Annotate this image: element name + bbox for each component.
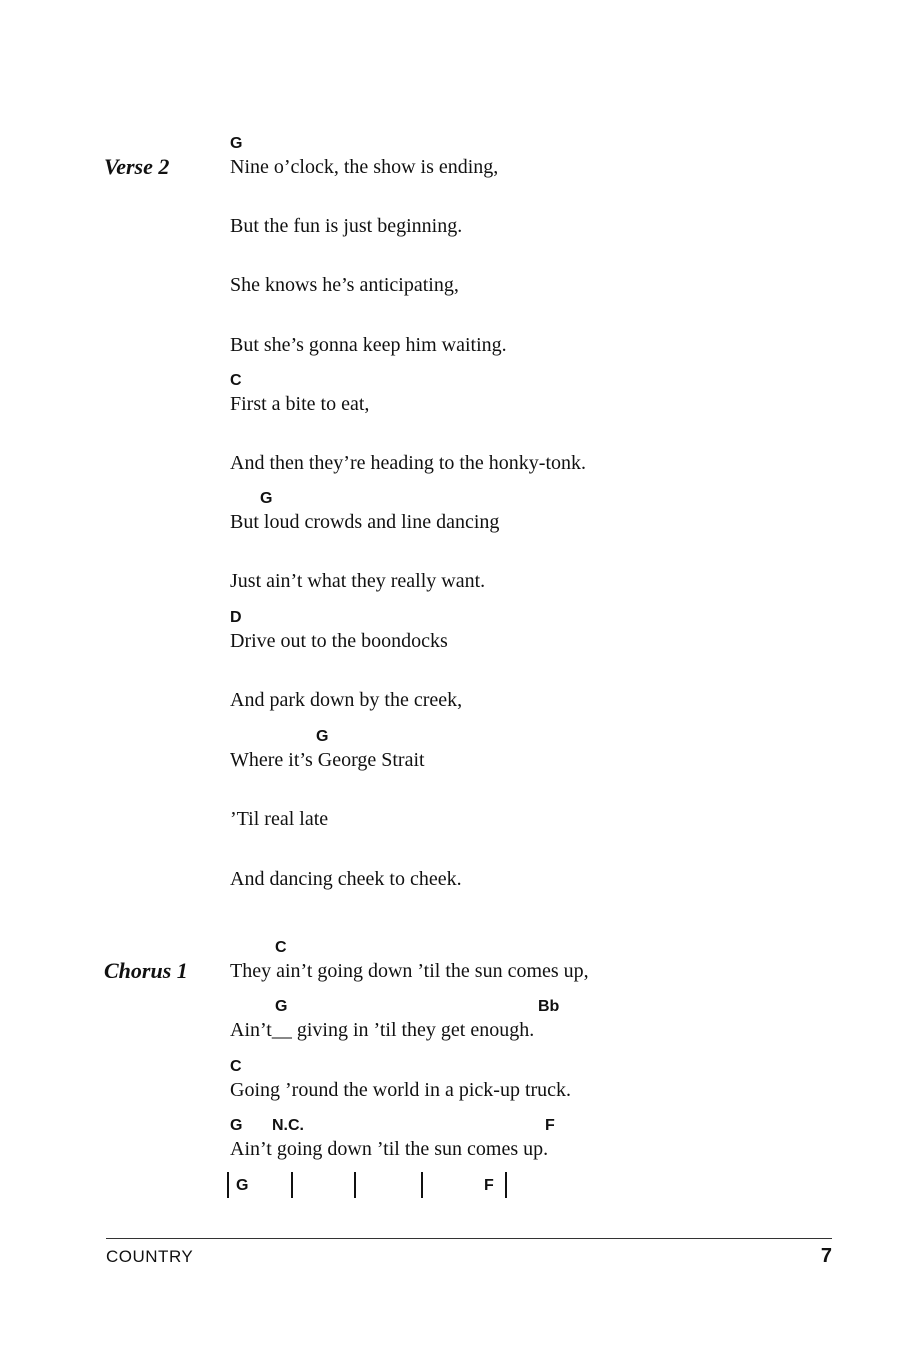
lyric-line (230, 847, 850, 895)
chord-label: C (275, 939, 287, 956)
lyric-text: Drive out to the boondocks (230, 630, 448, 652)
lyric-text: And then they’re heading to the honky-tonk. (230, 452, 587, 474)
chord-label: D (230, 609, 242, 626)
chord-label: G (260, 490, 273, 507)
lyric-text: She knows he’s anticipating, (230, 274, 459, 296)
lyric-text: And park down by the creek, (230, 689, 463, 711)
lyric-text: Going ’round the world in a pick-up truck. (230, 1079, 572, 1101)
lyric-line (230, 728, 850, 776)
lyric-text: Nine o’clock, the show is ending, (230, 156, 499, 178)
bar-line (421, 1172, 423, 1198)
page-number: 7 (820, 1245, 832, 1267)
lyric-line (230, 490, 850, 538)
lyric-line (230, 194, 850, 242)
lyric-text: Where it’s George Strait (230, 749, 425, 771)
chord-label: F (545, 1117, 555, 1134)
lyric-text: And dancing cheek to cheek. (230, 868, 462, 890)
chord-label: G (275, 998, 288, 1015)
chord-label: G (230, 1117, 243, 1134)
footer-book-title: COUNTRY (106, 1247, 194, 1266)
lyric-line (230, 998, 850, 1046)
chord-label: N.C. (272, 1117, 304, 1134)
lyric-line (230, 1058, 850, 1106)
lyric-line (230, 668, 850, 716)
lyric-text: Ain’t__ giving in ’til they get enough. (230, 1019, 535, 1041)
bar-chord-label: G (236, 1177, 249, 1194)
lyric-line (230, 313, 850, 361)
chord-label: G (230, 135, 243, 152)
bar-line (227, 1172, 229, 1198)
lyric-line (230, 135, 850, 183)
lyric-text: First a bite to eat, (230, 393, 370, 415)
chord-label: Bb (538, 998, 560, 1015)
lyric-text: Just ain’t what they really want. (230, 570, 486, 592)
chord-label: C (230, 1058, 242, 1075)
lyric-line (230, 549, 850, 597)
bar-line (354, 1172, 356, 1198)
section-label-verse-2: Verse 2 (104, 154, 170, 179)
lyric-text: ’Til real late (230, 808, 329, 830)
lyric-line (230, 609, 850, 657)
lyric-line (230, 1117, 850, 1165)
lyric-line (230, 253, 850, 301)
footer-divider (106, 1238, 832, 1239)
lyric-text: But she’s gonna keep him waiting. (230, 334, 507, 356)
lyric-line (230, 939, 850, 987)
lyric-line (230, 372, 850, 420)
chord-label: G (316, 728, 329, 745)
chord-label: C (230, 372, 242, 389)
bar-line (505, 1172, 507, 1198)
lyric-text: They ain’t going down ’til the sun comes up, (230, 960, 589, 982)
lyric-text: But the fun is just beginning. (230, 215, 463, 237)
lyric-line (230, 431, 850, 479)
bar-line (291, 1172, 293, 1198)
lyric-line (230, 787, 850, 835)
bar-chord-label: F (484, 1177, 494, 1194)
lyric-text: Ain’t going down ’til the sun comes up. (230, 1138, 549, 1160)
section-label-chorus-1: Chorus 1 (104, 958, 188, 983)
lyric-text: But loud crowds and line dancing (230, 511, 500, 533)
